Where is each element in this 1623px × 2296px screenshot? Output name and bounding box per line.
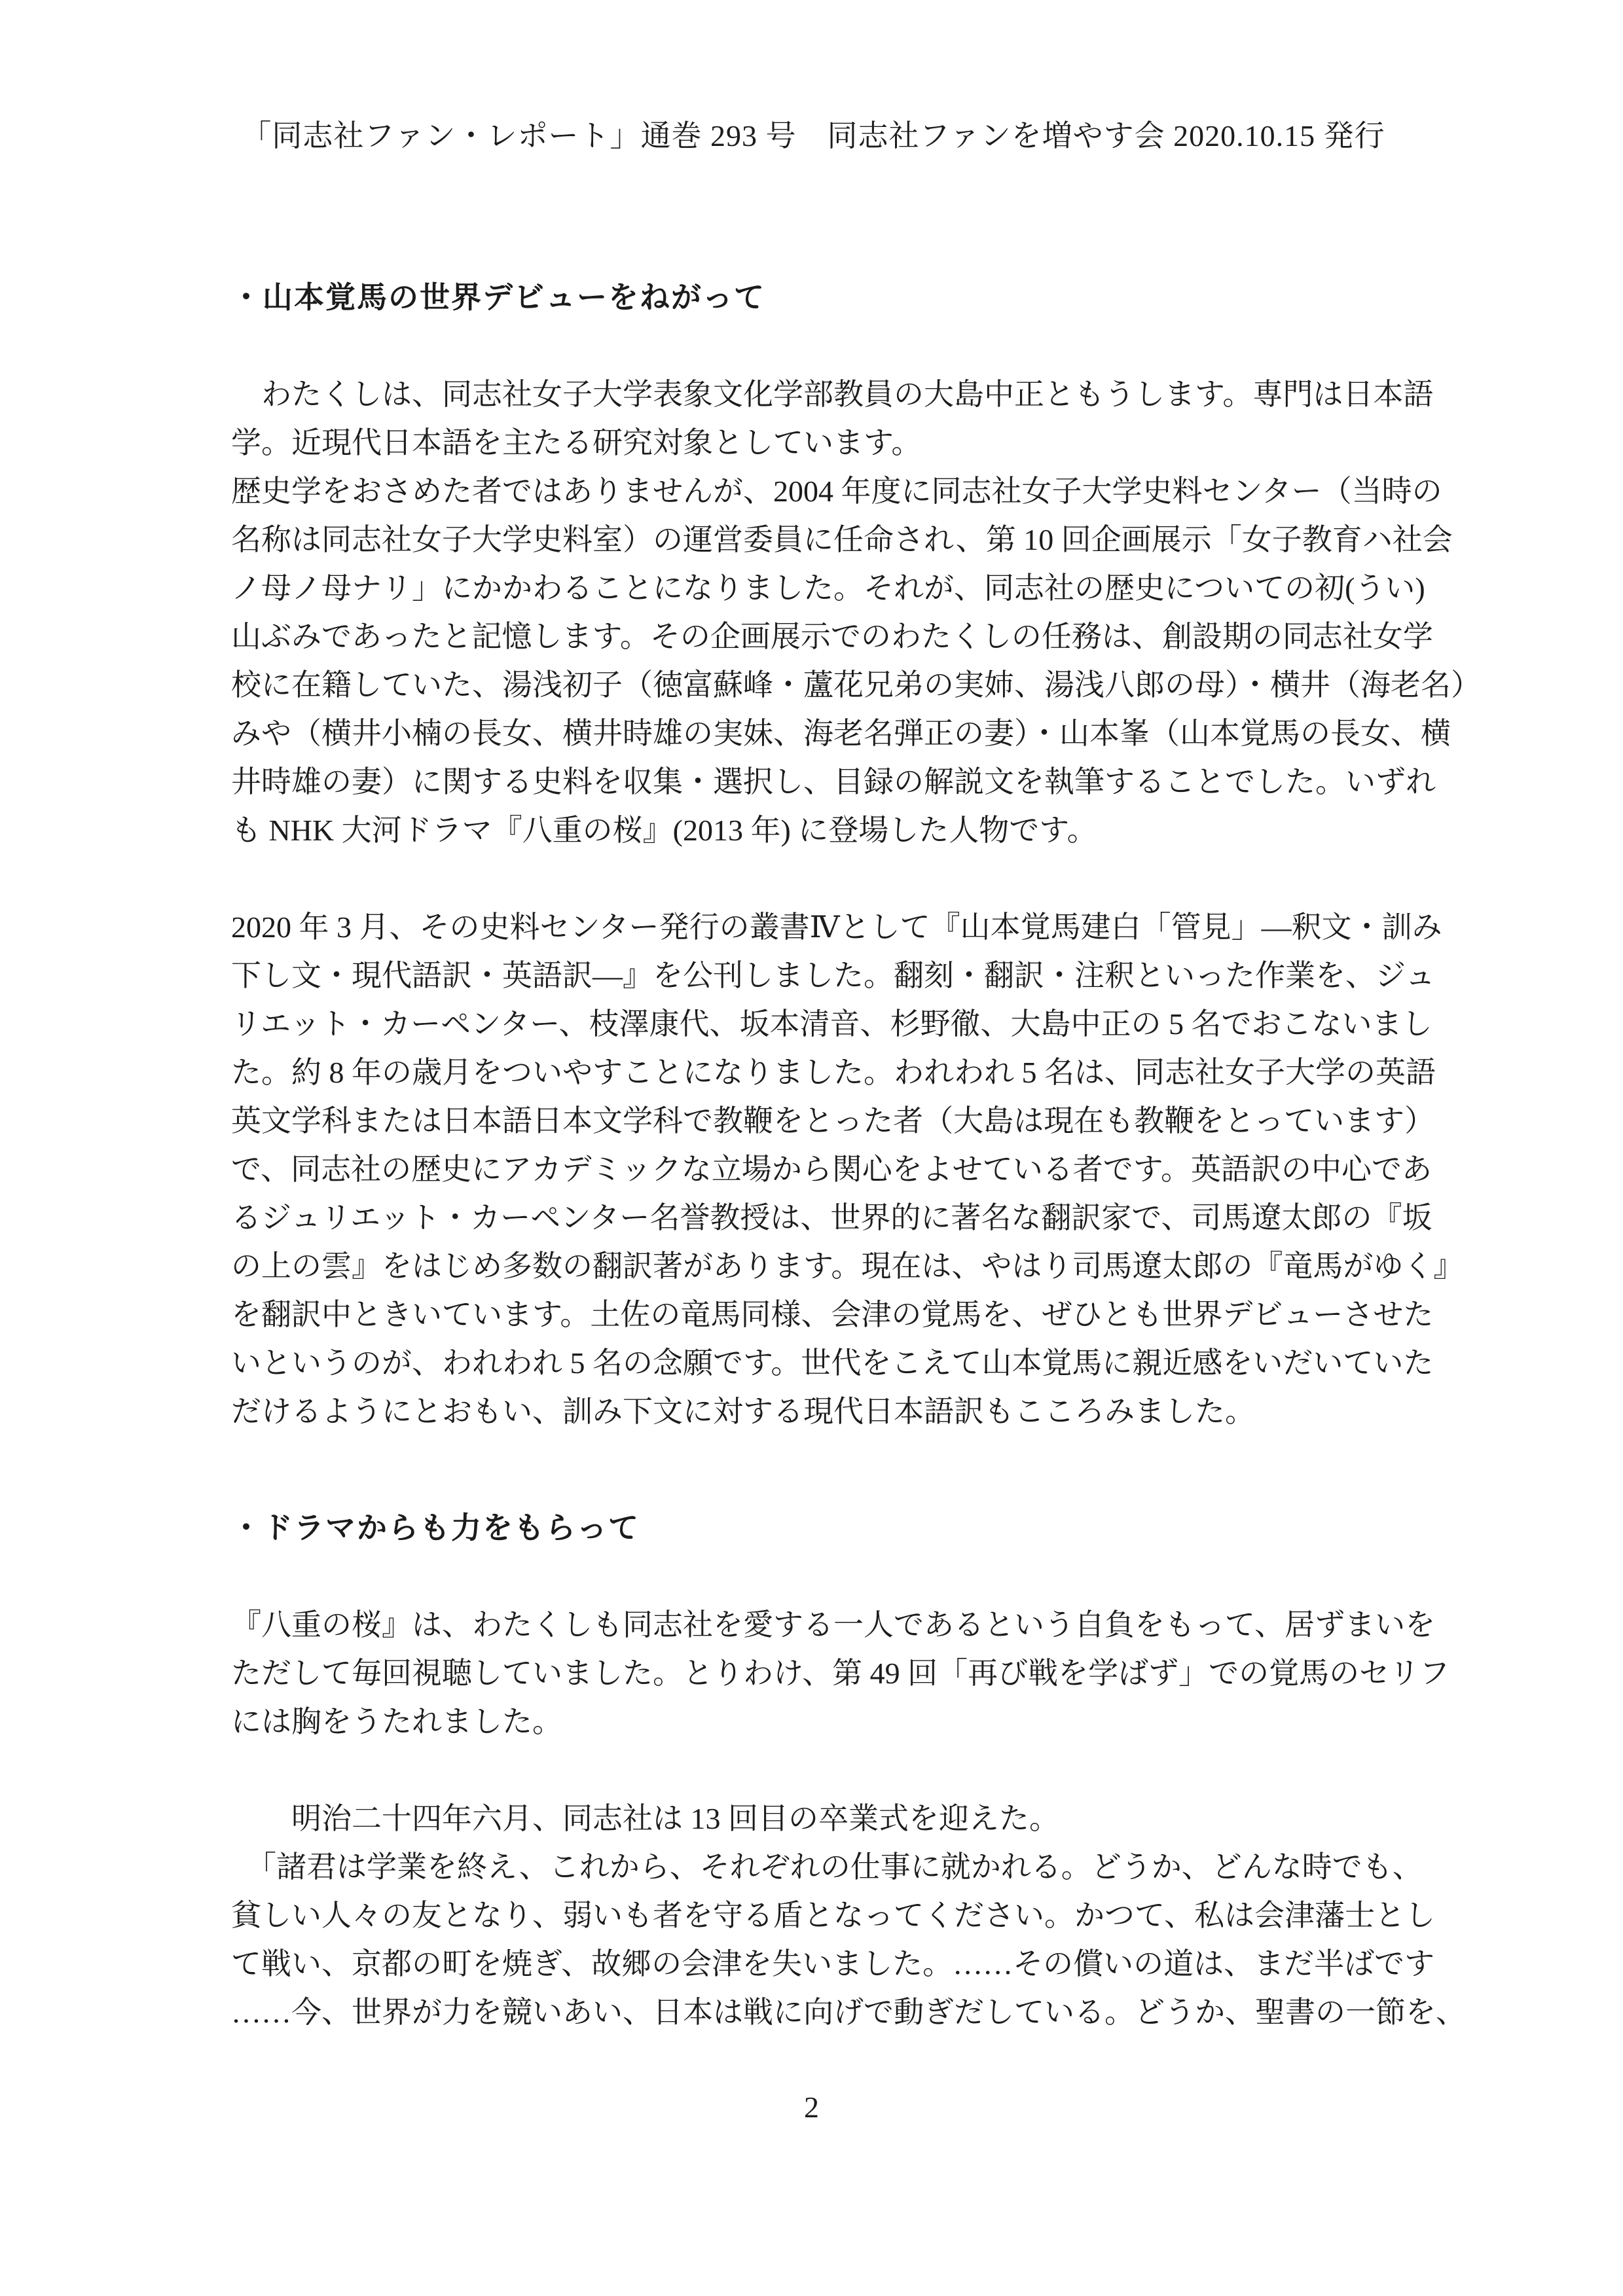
body-line: いというのが、われわれ 5 名の念願です。世代をこえて山本覚馬に親近感をいだいていた <box>231 1346 1434 1380</box>
body-line: わたくしは、同志社女子大学表象文化学部教員の大島中正ともうします。専門は日本語 <box>231 378 1434 411</box>
body-line: 歴史学をおさめた者ではありませんが、2004 年度に同志社女子大学史料センター（当時の <box>231 475 1442 508</box>
quote-line: 明治二十四年六月、同志社は 13 回目の卒業式を迎えた。 <box>231 1802 1059 1835</box>
body-line: 井時雄の妻）に関する史料を収集・選択し、目録の解説文を執筆することでした。いずれ <box>231 765 1436 798</box>
body-line: 下し文・現代語訳・英語訳―』を公刊しました。翻刻・翻訳・注釈といった作業を、ジュ <box>231 959 1436 992</box>
body-line: 学。近現代日本語を主たる研究対象としています。 <box>231 426 922 459</box>
body-line: で、同志社の歴史にアカデミックな立場から関心をよせている者です。英語訳の中心であ <box>231 1153 1432 1186</box>
body-line: の上の雲』をはじめ多数の翻訳著があります。現在は、やはり司馬遼太郎の『竜馬がゆく』 <box>231 1249 1464 1283</box>
body-line: 校に在籍していた、湯浅初子（徳富蘇峰・蘆花兄弟の実姉、湯浅八郎の母）・横井（海老名） <box>231 668 1481 702</box>
quote-line: 貧しい人々の友となり、弱いも者を守る盾となってください。かつて、私は会津藩士とし <box>231 1899 1436 1932</box>
body-line: には胸をうたれました。 <box>231 1705 562 1738</box>
body-line: るジュリエット・カーペンター名誉教授は、世界的に著名な翻訳家で、司馬遼太郎の『坂 <box>231 1201 1432 1234</box>
body-line: を翻訳中ときいています。土佐の竜馬同様、会津の覚馬を、ぜひとも世界デビューさせた <box>231 1298 1434 1331</box>
body-line: だけるようにとおもい、訓み下文に対する現代日本語訳もこころみました。 <box>231 1395 1255 1428</box>
quote-line: て戦い、京都の町を焼ぎ、故郷の会津を失いました。……その償いの道は、まだ半ばです <box>231 1947 1435 1981</box>
section-heading-drama: ・ドラマからも力をもらって <box>231 1511 640 1545</box>
blank-line <box>231 1552 1395 1601</box>
body-line: 山ぶみであったと記憶します。その企画展示でのわたくしの任務は、創設期の同志社女学 <box>231 620 1433 653</box>
blank-line <box>231 322 1395 370</box>
body-line: 英文学科または日本語日本文学科で教鞭をとった者（大島は現在も教鞭をとっています） <box>231 1104 1435 1138</box>
blank-line <box>231 855 1395 903</box>
body-line: 名称は同志社女子大学史料室）の運営委員に任命され、第 10 回企画展示「女子教育ハ社会 <box>231 523 1453 556</box>
quote-line: ……今、世界が力を競いあい、日本は戦に向げで動ぎだしている。どうか、聖書の一節を、 <box>231 1996 1466 2029</box>
body-line: も NHK 大河ドラマ『八重の桜』(2013 年) に登場した人物です。 <box>231 814 1097 847</box>
blank-line <box>231 1436 1395 1484</box>
body-line: みや（横井小楠の長女、横井時雄の実妹、海老名弾正の妻）・山本峯（山本覚馬の長女、横 <box>231 717 1451 750</box>
quote-line: 「諸君は学業を終え、これから、それぞれの仕事に就かれる。どうか、どんな時でも、 <box>231 1850 1423 1884</box>
body-line: 『八重の桜』は、わたくしも同志社を愛する一人であるという自負をもって、居ずまいを <box>231 1608 1436 1641</box>
page-header: 「同志社ファン・レポート」通巻 293 号 同志社ファンを増やす会 2020.10.15 発行 <box>241 119 1385 152</box>
body-line: ただして毎回視聴していました。とりわけ、第 49 回「再び戦を学ばず」での覚馬のセリフ <box>231 1657 1450 1690</box>
body-line: ノ母ノ母ナリ」にかかわることになりました。それが、同志社の歴史についての初(うい) <box>231 571 1425 605</box>
blank-line <box>231 1746 1395 1795</box>
body-line: 2020 年 3 月、その史料センター発行の叢書Ⅳとして『山本覚馬建白「管見」―釈文・訓み <box>231 910 1442 944</box>
body-line: リエット・カーペンター、枝澤康代、坂本清音、杉野徹、大島中正の 5 名でおこないまし <box>231 1007 1432 1041</box>
page-number: 2 <box>804 2090 819 2124</box>
body-line: た。約 8 年の歳月をついやすことになりました。われわれ 5 名は、同志社女子大学の英語 <box>231 1056 1436 1089</box>
section-heading-yamamoto: ・山本覚馬の世界デビューをねがって <box>231 281 765 314</box>
